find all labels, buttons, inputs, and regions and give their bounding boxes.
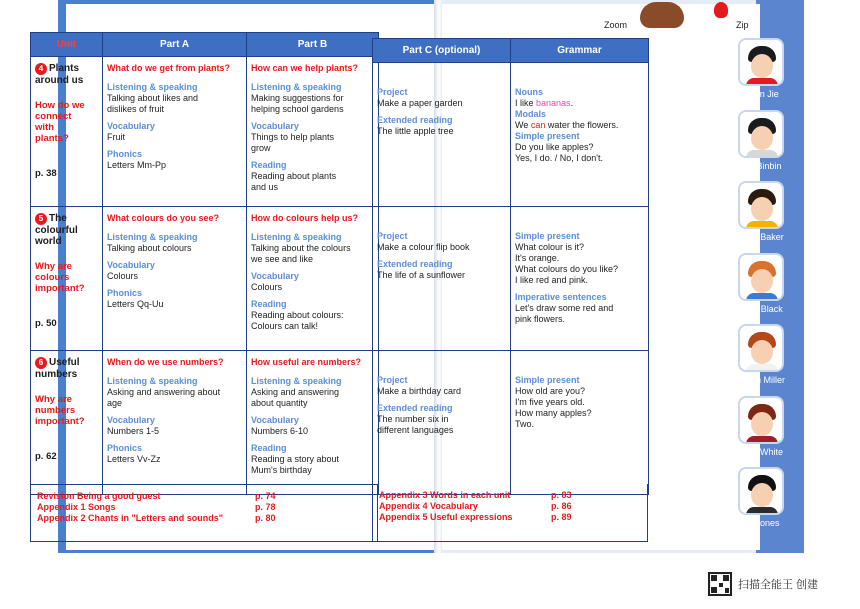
unit-title: 6 Useful numbers (35, 357, 80, 380)
avatar-body (746, 293, 778, 301)
unit-row-right (373, 63, 649, 207)
section-text: about quantity (251, 398, 308, 408)
character-name: Mr Jones (742, 518, 780, 528)
section-text: Fruit (107, 132, 125, 142)
character-avatar (738, 38, 784, 86)
unit-number-badge: 6 (35, 357, 47, 369)
section-text: Colours (251, 282, 283, 292)
avatar-body (746, 436, 778, 444)
highlight-word: bananas (536, 98, 571, 108)
section-text: What colours do you like? (515, 264, 619, 274)
section-label: Listening & speaking (107, 232, 198, 242)
appendix-page: p. 80 (255, 513, 276, 523)
section-text: The little apple tree (377, 126, 454, 136)
section-label: Vocabulary (251, 271, 299, 281)
unit-page-number: p. 38 (35, 168, 57, 179)
zoom-bear-illustration (640, 2, 684, 28)
part-c-cell (373, 351, 511, 495)
section-text: Do you like apples? (515, 142, 594, 152)
section-label: Modals (515, 109, 547, 119)
section-text: How many apples? (515, 408, 592, 418)
part-a-column-header: Part A (103, 33, 247, 57)
contents-table-right (372, 38, 649, 495)
section-text: Make a birthday card (377, 386, 462, 396)
unit-page-number: p. 62 (35, 451, 57, 462)
section-label: Reading (251, 299, 287, 309)
appendix-label: Appendix 1 Songs (37, 502, 116, 512)
appendix-page: p. 74 (255, 491, 276, 501)
character-card (732, 181, 790, 243)
section-text: Letters Mm-Pp (107, 160, 167, 170)
section-text: The life of a sunflower (377, 270, 466, 280)
grammar-column-header: Grammar (511, 39, 649, 63)
unit-row-right (373, 351, 649, 495)
section-text: How old are you? (515, 386, 586, 396)
section-text: Reading about plants (251, 171, 337, 181)
section-text: It's orange. (515, 253, 560, 263)
appendix-label: Appendix 2 Chants in "Letters and sounds" (37, 513, 224, 523)
section-text: I like red and pink. (515, 275, 589, 285)
unit-row-right (373, 207, 649, 351)
section-text: Make a colour flip book (377, 242, 470, 252)
section-text: We can water the flowers. (515, 120, 619, 130)
unit-cell (31, 57, 103, 207)
appendix-row (379, 501, 641, 512)
section-label: Extended reading (377, 115, 453, 125)
section-label: Listening & speaking (107, 376, 198, 386)
unit-page-number: p. 50 (35, 318, 57, 329)
character-card (732, 467, 790, 529)
appendix-row (37, 491, 371, 502)
section-label: Listening & speaking (251, 376, 342, 386)
part-b-question: How do colours help us? (251, 213, 359, 223)
part-b-question: How can we help plants? (251, 63, 359, 73)
section-label: Project (377, 231, 408, 241)
character-card (732, 396, 790, 458)
section-label: Listening & speaking (107, 82, 198, 92)
section-text: Things to help plants (251, 132, 335, 142)
contents-table-left (30, 32, 379, 495)
appendix-label: Appendix 4 Vocabulary (379, 501, 478, 511)
character-avatar (738, 467, 784, 515)
section-label: Simple present (515, 231, 580, 241)
unit-title: 5 The colourful world (35, 213, 78, 247)
character-name: Miss White (738, 446, 783, 457)
section-text: helping school gardens (251, 104, 344, 114)
section-label: Vocabulary (251, 415, 299, 425)
character-card (732, 110, 790, 172)
section-label: Phonics (107, 288, 143, 298)
section-text: pink flowers. (515, 314, 566, 324)
part-c-cell (373, 207, 511, 351)
section-text: Talking about the colours (251, 243, 351, 253)
section-text: Reading about colours: (251, 310, 344, 320)
appendix-page: p. 86 (551, 501, 572, 511)
appendix-list-right (372, 484, 648, 542)
part-c-column-header: Part C (optional) (373, 39, 511, 63)
section-text: Colours can talk! (251, 321, 319, 331)
avatar-face (751, 126, 773, 150)
section-label: Project (377, 87, 408, 97)
character-avatar (738, 396, 784, 444)
section-label: Extended reading (377, 403, 453, 413)
section-text: Making suggestions for (251, 93, 344, 103)
appendix-page: p. 89 (551, 512, 572, 522)
section-text: The number six in (377, 414, 449, 424)
character-name: Wu Binbin (740, 160, 782, 171)
section-text: Letters Qq-Uu (107, 299, 164, 309)
section-text: Asking and answering about (107, 387, 221, 397)
appendix-row (37, 502, 371, 513)
section-label: Simple present (515, 131, 580, 141)
avatar-face (751, 483, 773, 507)
appendix-list-left (30, 484, 378, 542)
section-text: Talking about likes and (107, 93, 199, 103)
section-label: Phonics (107, 443, 143, 453)
appendix-row (379, 490, 641, 501)
section-text: I like bananas. (515, 98, 574, 108)
section-label: Listening & speaking (251, 232, 342, 242)
avatar-body (746, 364, 778, 372)
section-label: Vocabulary (251, 121, 299, 131)
section-label: Vocabulary (107, 260, 155, 270)
appendix-label: Appendix 3 Words in each unit (379, 490, 511, 500)
appendix-page: p. 83 (551, 490, 572, 500)
section-text: Numbers 6-10 (251, 426, 309, 436)
zip-label: Zip (736, 20, 749, 30)
section-text: Two. (515, 419, 535, 429)
unit-row (31, 57, 379, 207)
section-text: Colours (107, 271, 139, 281)
section-label: Project (377, 375, 408, 385)
qr-code-icon (708, 572, 732, 596)
part-a-cell (103, 207, 247, 351)
avatar-face (751, 54, 773, 78)
section-text: What colour is it? (515, 242, 585, 252)
character-name: Mike Black (739, 303, 783, 314)
appendix-label: Appendix 5 Useful expressions (379, 512, 513, 522)
character-name: John Baker (738, 232, 784, 242)
part-a-question: What colours do you see? (107, 213, 220, 223)
character-avatar (738, 181, 784, 229)
character-avatar (738, 253, 784, 301)
part-a-cell (103, 57, 247, 207)
section-text: age (107, 398, 123, 408)
section-label: Reading (251, 160, 287, 170)
character-name: Sarah Miller (736, 375, 785, 385)
section-text: dislikes of fruit (107, 104, 165, 114)
grammar-cell (511, 63, 649, 207)
part-a-cell (103, 351, 247, 495)
section-text: grow (251, 143, 271, 153)
highlight-word: can (530, 120, 546, 130)
unit-row (31, 351, 379, 495)
zip-bird-illustration (714, 2, 728, 18)
appendix-row (37, 513, 371, 524)
character-avatar (738, 324, 784, 372)
section-label: Simple present (515, 375, 580, 385)
section-text: I'm five years old. (515, 397, 585, 407)
section-label: Vocabulary (107, 121, 155, 131)
section-text: different languages (377, 425, 454, 435)
part-b-cell (247, 207, 379, 351)
unit-row (31, 207, 379, 351)
section-label: Vocabulary (107, 415, 155, 425)
zoom-label: Zoom (604, 20, 628, 30)
section-text: Asking and answering (251, 387, 340, 397)
unit-number-badge: 5 (35, 213, 47, 225)
section-label: Reading (251, 443, 287, 453)
part-b-cell (247, 351, 379, 495)
part-a-question: When do we use numbers? (107, 357, 224, 367)
avatar-face (751, 340, 773, 364)
section-text: Make a paper garden (377, 98, 463, 108)
avatar-body (746, 507, 778, 515)
avatar-body (746, 221, 778, 229)
avatar-body (746, 150, 778, 158)
unit-cell (31, 207, 103, 351)
character-card (732, 324, 790, 386)
part-b-cell (247, 57, 379, 207)
section-text: Reading a story about (251, 454, 340, 464)
part-a-question: What do we get from plants? (107, 63, 230, 73)
section-label: Imperative sentences (515, 292, 607, 302)
character-card (732, 38, 790, 100)
section-text: Talking about colours (107, 243, 192, 253)
unit-big-question: How do we connect with plants? (35, 100, 85, 144)
unit-number-badge: 4 (35, 63, 47, 75)
section-text: Letters Vv-Zz (107, 454, 161, 464)
section-text: Let's draw some red and (515, 303, 614, 313)
section-label: Extended reading (377, 259, 453, 269)
character-avatar (738, 110, 784, 158)
appendix-page: p. 78 (255, 502, 276, 512)
avatar-face (751, 197, 773, 221)
unit-column-header: Unit (31, 33, 103, 57)
unit-big-question: Why are colours important? (35, 261, 85, 294)
part-b-question: How useful are numbers? (251, 357, 362, 367)
section-text: Yes, I do. / No, I don't. (515, 153, 603, 163)
unit-cell (31, 351, 103, 495)
unit-big-question: Why are numbers important? (35, 394, 85, 427)
avatar-face (751, 412, 773, 436)
part-b-column-header: Part B (247, 33, 379, 57)
section-label: Listening & speaking (251, 82, 342, 92)
watermark-text: 扫描全能王 创建 (738, 579, 819, 591)
character-card (732, 253, 790, 315)
part-c-cell (373, 63, 511, 207)
section-label: Nouns (515, 87, 543, 97)
appendix-row (379, 512, 641, 523)
avatar-face (751, 269, 773, 293)
scanner-watermark (708, 572, 848, 596)
avatar-body (746, 78, 778, 86)
section-text: Mum's birthday (251, 465, 312, 475)
unit-title: 4 Plants around us (35, 63, 84, 86)
grammar-cell (511, 207, 649, 351)
grammar-cell (511, 351, 649, 495)
section-text: Numbers 1-5 (107, 426, 160, 436)
section-text: we see and like (251, 254, 314, 264)
appendix-label: Revision Being a good guest (37, 491, 161, 501)
section-label: Phonics (107, 149, 143, 159)
section-text: and us (251, 182, 279, 192)
character-name: Chen Jie (743, 89, 779, 99)
